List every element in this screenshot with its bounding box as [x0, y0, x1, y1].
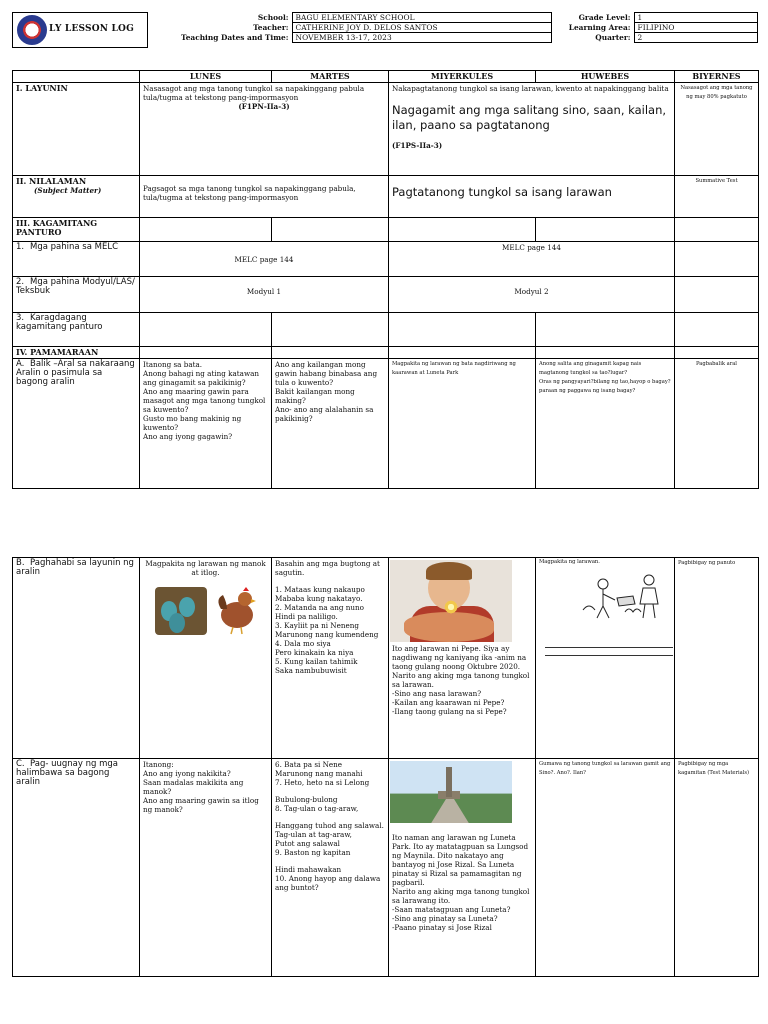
- teacher-label: Teacher:: [253, 23, 289, 32]
- day-martes: MARTES: [272, 71, 389, 83]
- text-line: Anong salita ang ginagamit kapag nais magtanong tungkol sa tao?lugar?: [539, 361, 642, 376]
- text-line: Ano ang maaring gawin para masagot ang mga tanong tungkol sa kuwento?: [143, 387, 266, 414]
- pag-uugnay-lunes: [140, 759, 272, 977]
- balik-aral-martes: [272, 359, 389, 489]
- nilalaman-lunes-martes: Pagsagot sa mga tanong tungkol sa napakinggang pabula, tula/tugma at tekstong pang-impormasyon: [140, 176, 389, 218]
- grade-value: 1: [634, 13, 758, 23]
- day-lunes: LUNES: [140, 71, 272, 83]
- bugtong-intro: Basahin ang mga bugtong at sagutin.: [275, 559, 380, 577]
- nilalaman-biyernes: Summative Test: [675, 176, 759, 218]
- kagamitan-empty-4: [536, 218, 675, 242]
- bugtong-line: Hindi pa naliligo.: [275, 612, 338, 621]
- pag-uugnay-label-cell: C. Pag- uugnay ng mga halimbawa sa bagong aralin: [13, 759, 140, 977]
- eggs-nest-icon: [155, 587, 207, 635]
- nilalaman-label-cell: [13, 176, 140, 218]
- nilalaman-miy-huw: Pagtatanong tungkol sa isang larawan: [392, 185, 612, 199]
- melc-biyernes: [675, 242, 759, 277]
- bugtong-line: 3. Kayliit pa ni Neneng: [275, 621, 359, 630]
- layunin-miy-huw: [389, 83, 675, 176]
- teacher-value: CATHERINE JOY D. DELOS SANTOS: [292, 23, 552, 33]
- text-line: Narito ang aking mga tanong tungkol sa larawang ito.: [392, 887, 530, 905]
- grade-label: Grade Level:: [578, 13, 631, 22]
- text-line: Ano ang iyong nakikita?: [143, 769, 231, 778]
- paghahabi-row: [13, 558, 759, 759]
- text-line: -Ilang taong gulang na si Pepe?: [392, 707, 507, 716]
- paghahabi-martes: [272, 558, 389, 759]
- text-line: Oras ng pangyayari?bilang ng tao,hayop o bagay?paraan ng paggawa ng isang bagay?: [539, 379, 671, 394]
- day-biyernes: BIYERNES: [675, 71, 759, 83]
- modyul-biyernes: [675, 277, 759, 313]
- bugtong-line: Hanggang tuhod ang salawal.: [275, 821, 384, 830]
- nilalaman-sublabel: (Subject Matter): [34, 186, 102, 195]
- pag-uugnay-row: [13, 759, 759, 977]
- lesson-log-header: [12, 12, 758, 48]
- paghahabi-lunes: [140, 558, 272, 759]
- pag-uugnay-huwebes: Gumawa ng tanong tungkol sa larawan gamit ang Sino?. Ano?. Ilan?: [536, 759, 675, 977]
- layunin-label: I. LAYUNIN: [13, 83, 140, 176]
- balik-aral-label-cell: A. Balik –Aral sa nakaraang Aralin o pasimula sa bagong aralin: [13, 359, 140, 489]
- school-value: BAGU ELEMENTARY SCHOOL: [292, 13, 552, 23]
- kagamitan-empty-2: [272, 218, 389, 242]
- pag-uugnay-biyernes: Pagbibigay ng mga kagamitan (Test Materials): [675, 759, 759, 977]
- kagamitan-row: [13, 218, 759, 242]
- bugtong-line: Hindi mahawakan: [275, 865, 342, 874]
- text-line: Gusto mo bang makinig ng kuwento?: [143, 414, 242, 432]
- area-value: FILIPINO: [634, 23, 758, 33]
- header-school-info: [152, 12, 552, 43]
- birthday-boy-photo: [390, 560, 512, 642]
- paghahabi-label-cell: B. Paghahabi sa layunin ng aralin: [13, 558, 140, 759]
- text-line: Narito ang aking mga tanong tungkol sa larawan.: [392, 671, 530, 689]
- layunin-mh-text: Nakapagtatanong tungkol sa isang larawan, kwento at napakinggang balita: [392, 84, 669, 93]
- bugtong-line: Bubulong-bulong: [275, 795, 338, 804]
- layunin-mh-big: Nagagamit ang mga salitang sino, saan, kailan, ilan, paano sa pagtatanong: [392, 103, 667, 132]
- modyul-label: Mga pahina Modyul/LAS/ Teksbuk: [16, 277, 135, 296]
- paghahabi-biyernes: Pagbibigay ng panuto: [675, 558, 759, 759]
- text-line: Itanong sa bata.: [143, 360, 203, 369]
- balik-aral-biyernes: Pagbabalik aral: [675, 359, 759, 489]
- balik-aral-lunes: [140, 359, 272, 489]
- modyul-lunes-martes: Modyul 1: [140, 277, 389, 313]
- kagamitan-empty-1: [140, 218, 272, 242]
- text-line: Ano ang maaring gawin sa itlog ng manok?: [143, 796, 259, 814]
- nilalaman-miy-huw-cell: [389, 176, 675, 218]
- day-miyerkules: MIYERKULES: [389, 71, 536, 83]
- balik-aral-row: [13, 359, 759, 489]
- bugtong-line: 10. Anong hayop ang dalawa ang buntot?: [275, 874, 381, 892]
- text-line: -Sino ang nasa larawan?: [392, 689, 482, 698]
- pamamaraan-empty-1: [140, 347, 272, 359]
- lesson-plan-table-2: [12, 557, 759, 977]
- header-class-info: [544, 12, 758, 43]
- layunin-biyernes: Nasasagot ang mga tanong ng may 80% pagkatuto: [675, 83, 759, 176]
- quarter-value: 2: [634, 33, 758, 43]
- header-logo-box: [12, 12, 148, 48]
- deped-seal-icon: [17, 15, 47, 45]
- paghahabi-huwebes: [536, 558, 675, 759]
- day-header-row: [13, 71, 759, 83]
- modyul-label-cell: 2. Mga pahina Modyul/LAS/ Teksbuk: [13, 277, 140, 313]
- karagdagan-empty-5: [675, 313, 759, 347]
- bugtong-line: Marunong nang kumendeng: [275, 630, 379, 639]
- corner-cell: [13, 71, 140, 83]
- text-line: -Saan matatagpuan ang Luneta?: [392, 905, 511, 914]
- text-line: Bakit kailangan mong making?: [275, 387, 355, 405]
- answer-lines: [545, 640, 673, 656]
- balik-aral-label: Balik –Aral sa nakaraang Aralin o pasimula sa bagong aralin: [16, 359, 135, 387]
- text-line: Itanong:: [143, 760, 174, 769]
- nilalaman-label: II. NILALAMAN: [16, 176, 87, 186]
- bugtong-line: Tag-ulan at tag-araw,: [275, 830, 352, 839]
- bugtong-line: 8. Tag-ulan o tag-araw,: [275, 804, 359, 813]
- kagamitan-empty-3: [389, 218, 536, 242]
- text-line: Anong bahagi ng ating katawan ang ginagamit sa pakikinig?: [143, 369, 260, 387]
- melc-label-cell: 1. Mga pahina sa MELC: [13, 242, 140, 277]
- pamamaraan-row: [13, 347, 759, 359]
- pamamaraan-empty-3: [389, 347, 536, 359]
- bugtong-line: 5. Kung kailan tahimik: [275, 657, 358, 666]
- modyul-row: [13, 277, 759, 313]
- text-line: -Paano pinatay si Jose Rizal: [392, 923, 492, 932]
- melc-lunes-martes: MELC page 144: [140, 242, 389, 277]
- pag-uugnay-martes: [272, 759, 389, 977]
- layunin-lm-text: Nasasagot ang mga tanong tungkol sa napakinggang pabula tula/tugma at tekstong pang-impormasyon: [143, 84, 365, 102]
- karagdagan-label: Karagdagang kagamitang panturo: [16, 313, 103, 332]
- karagdagan-empty-2: [272, 313, 389, 347]
- balik-aral-huwebes: [536, 359, 675, 489]
- dates-value: NOVEMBER 13-17, 2023: [292, 33, 552, 43]
- bugtong-line: 1. Mataas kung nakaupo: [275, 585, 365, 594]
- bugtong-line: 6. Bata pa si Nene: [275, 760, 343, 769]
- karagdagan-row: [13, 313, 759, 347]
- chicken-egg-picture: [155, 585, 268, 637]
- pamamaraan-empty-2: [272, 347, 389, 359]
- children-drawing-icon: [573, 570, 673, 630]
- bugtong-line: 2. Matanda na ang nuno: [275, 603, 364, 612]
- log-title: LY LESSON LOG: [49, 24, 134, 34]
- melc-label: Mga pahina sa MELC: [30, 242, 119, 252]
- melc-miy-huw: MELC page 144: [389, 242, 675, 277]
- paghahabi-huwebes-text: Magpakita ng larawan.: [539, 559, 600, 565]
- text-line: Ano ang iyong gagawin?: [143, 432, 233, 441]
- pamamaraan-label: IV. PAMAMARAAN: [13, 347, 140, 359]
- nilalaman-row: [13, 176, 759, 218]
- text-line: Ano ang kailangan mong gawin habang binabasa ang tula o kuwento?: [275, 360, 378, 387]
- pag-uugnay-label: Pag- uugnay ng mga halimbawa sa bagong aralin: [16, 759, 118, 787]
- luneta-park-photo: [390, 761, 512, 823]
- text-line: Ito naman ang larawan ng Luneta Park. Ito ay matatagpuan sa Lungsod ng Maynila. Dito nakatayo ang bantayog ni Jose Rizal. Sa Luneta pinatay si Rizal sa pamamagitan ng pagbaril.: [392, 833, 529, 887]
- school-label: School:: [257, 13, 289, 22]
- paghahabi-lunes-text: Magpakita ng larawan ng manok at itlog.: [145, 559, 266, 577]
- balik-aral-miyerkules: Magpakita ng larawan ng bata nagdiriwang ng kaarawan at Luneta Park: [389, 359, 536, 489]
- text-line: Ito ang larawan ni Pepe. Siya ay nagdiwang ng kaniyang ika -anim na taong gulang noong Oktubre 2020.: [392, 644, 527, 671]
- lesson-plan-table-1: [12, 70, 759, 489]
- hen-icon: [213, 585, 259, 635]
- day-huwebes: HUWEBES: [536, 71, 675, 83]
- layunin-lm-code: (F1PN-IIa-3): [238, 102, 290, 111]
- bugtong-line: 9. Baston ng kapitan: [275, 848, 351, 857]
- bugtong-line: Pero kinakain ka niya: [275, 648, 354, 657]
- kagamitan-empty-5: [675, 218, 759, 242]
- karagdagan-empty-1: [140, 313, 272, 347]
- bugtong-line: 7. Heto, heto na si Lelong: [275, 778, 370, 787]
- bugtong-line: Marunong nang manahi: [275, 769, 363, 778]
- text-line: -Kailan ang kaarawan ni Pepe?: [392, 698, 505, 707]
- modyul-miy-huw: Modyul 2: [389, 277, 675, 313]
- pag-uugnay-miyerkules: [389, 759, 536, 977]
- dates-label: Teaching Dates and Time:: [181, 33, 289, 42]
- layunin-lunes-martes: [140, 83, 389, 176]
- paghahabi-label: Paghahabi sa layunin ng aralin: [16, 558, 134, 577]
- layunin-row: [13, 83, 759, 176]
- text-line: Saan madalas makikita ang manok?: [143, 778, 244, 796]
- area-label: Learning Area:: [568, 23, 631, 32]
- layunin-mh-code: (F1PS-IIa-3): [392, 141, 443, 150]
- text-line: Ano- ano ang alalahanin sa pakikinig?: [275, 405, 374, 423]
- kagamitan-label: III. KAGAMITANG PANTURO: [13, 218, 140, 242]
- text-line: -Sino ang pinatay sa Luneta?: [392, 914, 498, 923]
- paghahabi-miyerkules: [389, 558, 536, 759]
- bugtong-line: Putot ang salawal: [275, 839, 340, 848]
- karagdagan-label-cell: 3. Karagdagang kagamitang panturo: [13, 313, 140, 347]
- pamamaraan-empty-4: [536, 347, 675, 359]
- quarter-label: Quarter:: [595, 33, 631, 42]
- karagdagan-empty-4: [536, 313, 675, 347]
- bugtong-line: 4. Dala mo siya: [275, 639, 331, 648]
- pamamaraan-empty-5: [675, 347, 759, 359]
- karagdagan-empty-3: [389, 313, 536, 347]
- bugtong-line: Mababa kung nakatayo.: [275, 594, 363, 603]
- bugtong-line: Saka nambubuwisit: [275, 666, 347, 675]
- melc-row: [13, 242, 759, 277]
